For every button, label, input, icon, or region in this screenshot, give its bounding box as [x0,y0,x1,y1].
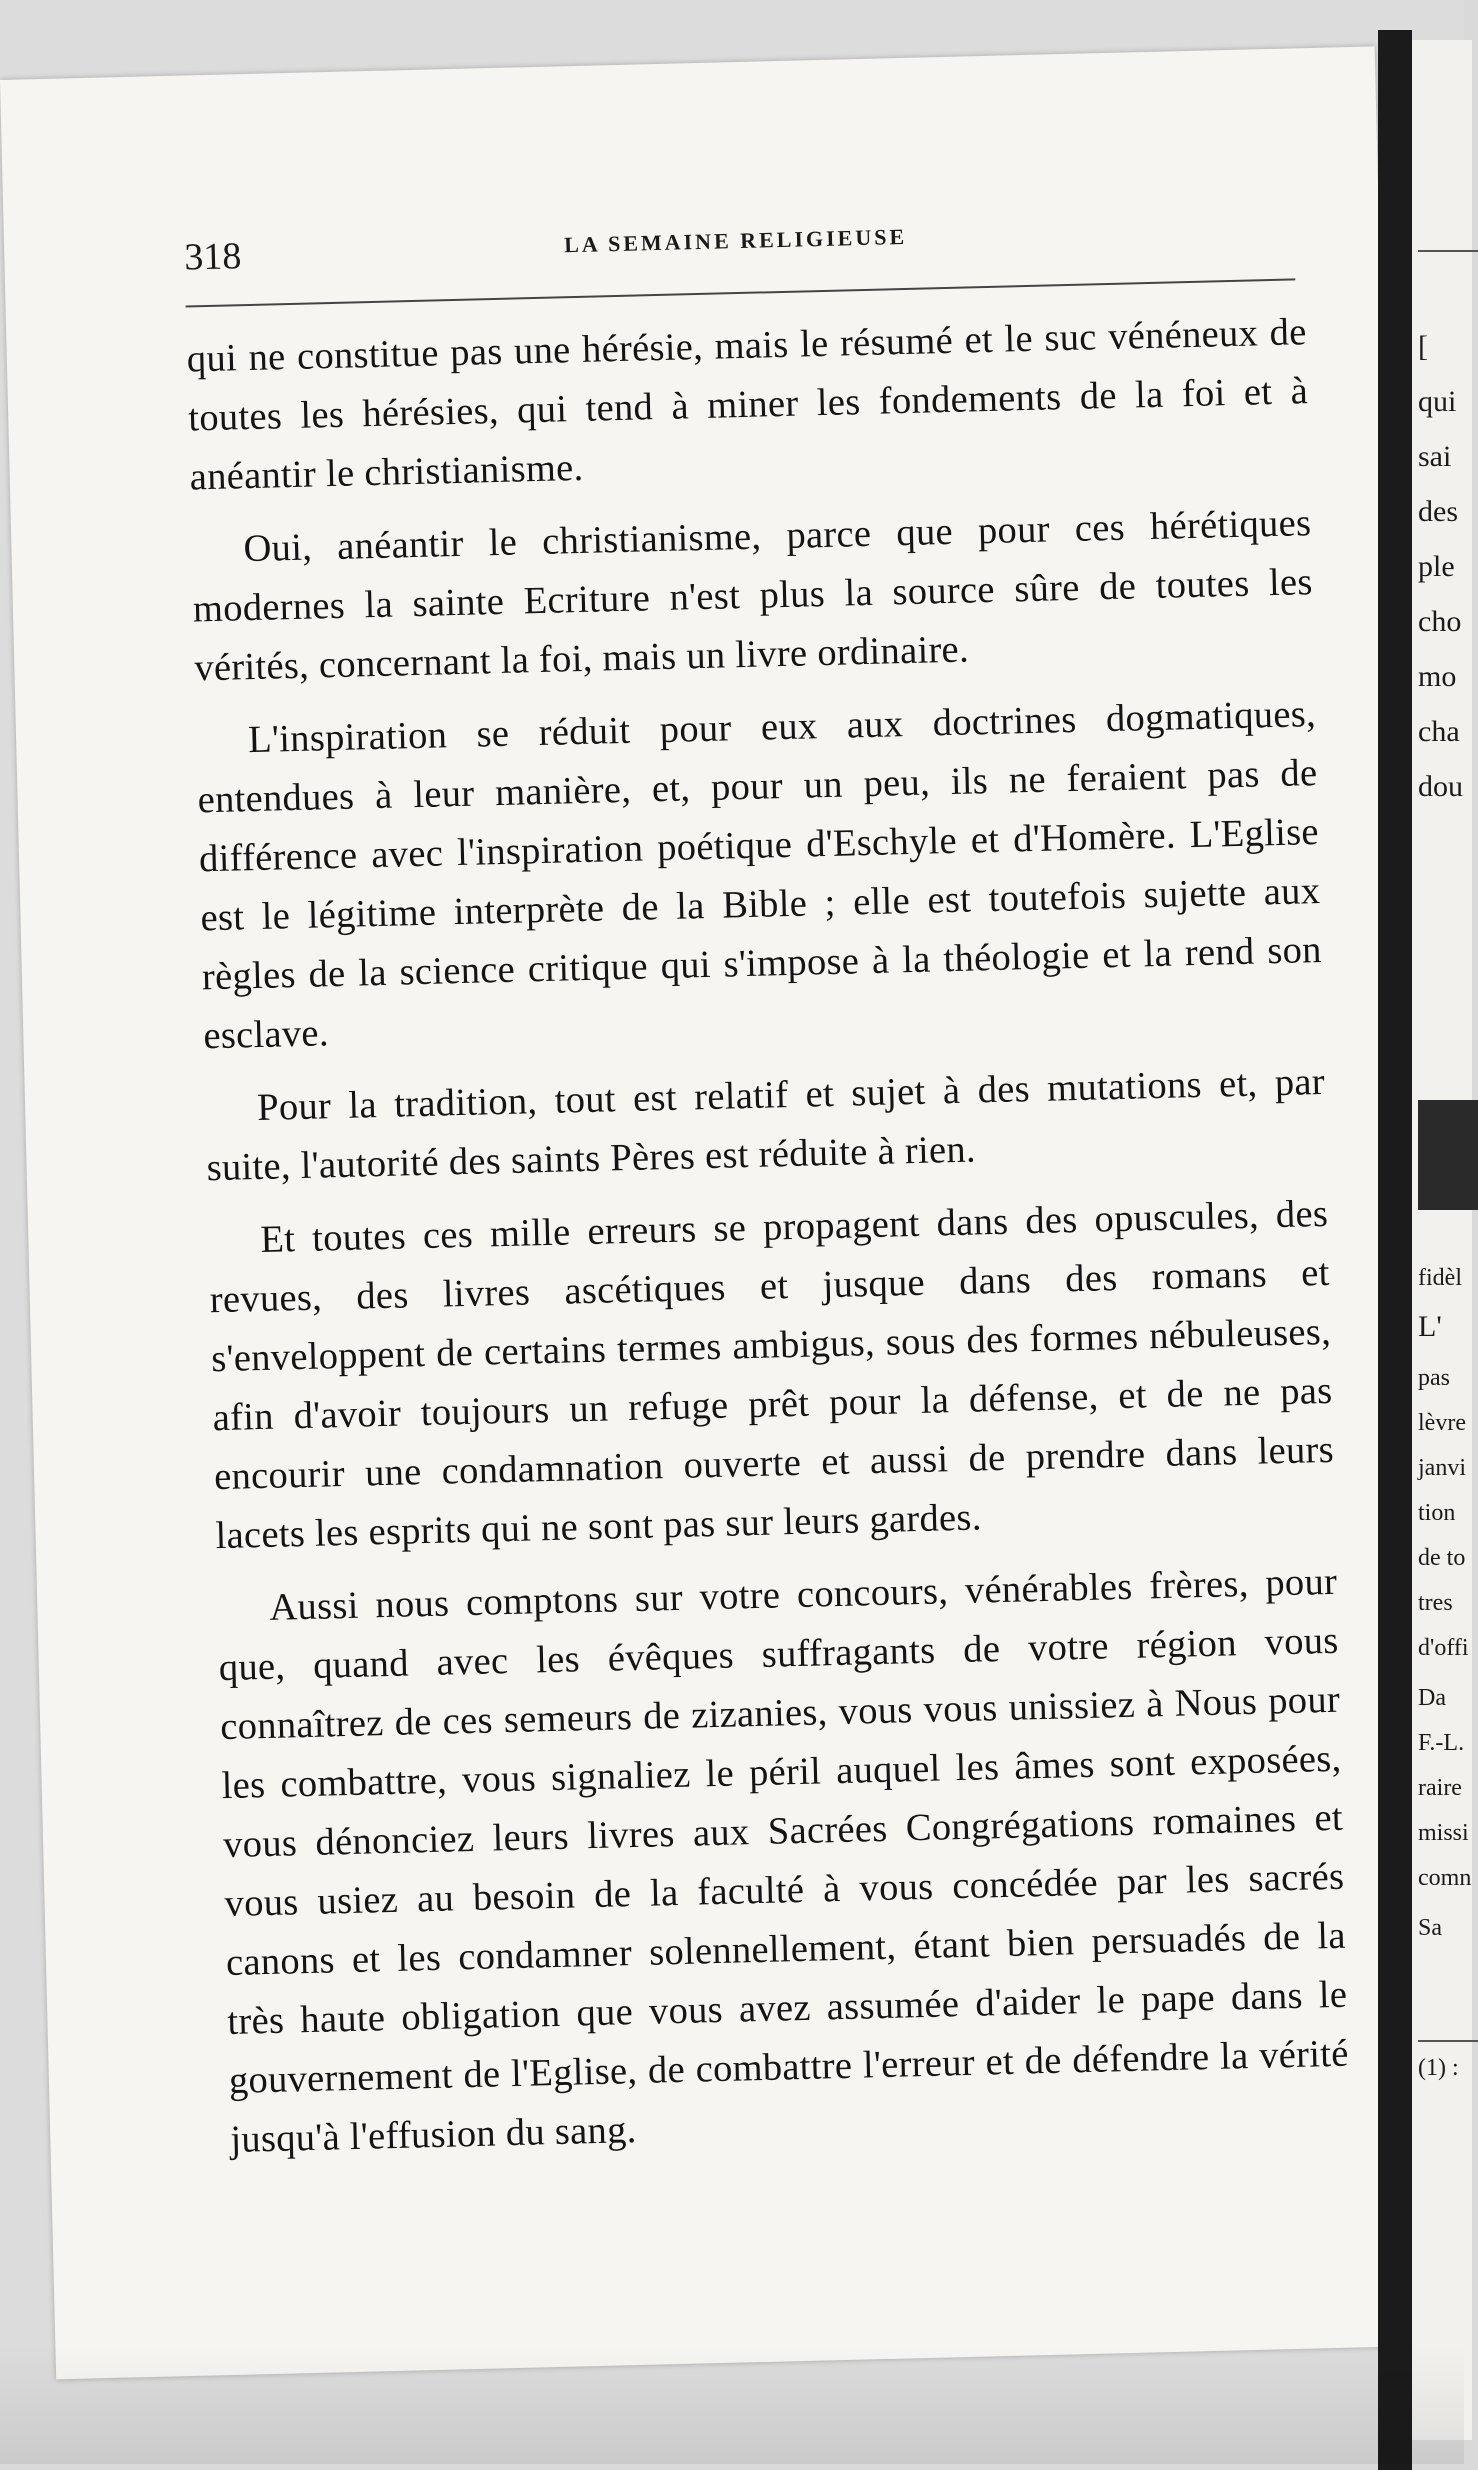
facing-line: cho [1418,605,1462,638]
facing-line: de to [1418,1545,1466,1571]
facing-line: tres [1418,1590,1453,1616]
journal-title: LA SEMAINE RELIGIEUSE [563,223,908,258]
facing-line: lèvre [1418,1410,1466,1436]
paragraph-2: Oui, anéantir le christianisme, parce que pour ces hérétiques modernes la sainte Ecriture n'est plus la source sûre de toutes les vérités, concernant la foi, mais un livre ordinaire. [192,502,1314,690]
main-page [0,46,1431,2379]
facing-line: janvi [1418,1455,1466,1481]
ornamental-initial [1418,1100,1478,1210]
header-rule [186,278,1296,307]
facing-line: des [1418,495,1458,528]
facing-line: sai [1418,440,1452,473]
facing-line: Sa [1418,1915,1442,1941]
facing-line: pas [1418,1365,1450,1391]
facing-line: dou [1418,770,1463,803]
page-number: 318 [183,235,242,279]
paragraph-1: qui ne constitue pas une hérésie, mais le résumé et le suc vénéneux de toutes les hérésies, qui tend à miner les fondements de la foi et à anéantir le christianisme. [186,311,1309,499]
facing-footnote: (1) : [1418,2055,1459,2081]
facing-line: cha [1418,715,1460,748]
facing-line: d'offi [1418,1635,1469,1661]
facing-line: ple [1418,550,1455,583]
facing-line: F.-L. [1418,1730,1465,1756]
facing-line: L' [1418,1310,1442,1343]
facing-line: Da [1418,1685,1446,1711]
paragraph-4: Pour la tradition, tout est relatif et sujet à des mutations et, par suite, l'autorité des saints Pères est réduite à rien. [206,1060,1326,1190]
facing-line: missi [1418,1820,1469,1846]
scan-edge-shadow [0,2344,1464,2464]
book-gutter [1378,30,1412,2470]
facing-line: mo [1418,660,1457,693]
facing-line: comn [1418,1865,1472,1891]
body-text [186,303,1351,2184]
facing-header-rule [1418,250,1478,252]
running-head [184,198,1295,295]
facing-line: [ [1418,330,1428,363]
facing-page [1412,40,1472,2440]
paragraph-5: Et toutes ces mille erreurs se propagent dans des opuscules, des revues, des livres ascétiques et jusque dans des romans et s'enveloppent de certains termes ambigus, sous des formes nébuleuses, afin d'avoir toujours un refuge prêt pour la défense, et de ne pas encourir une condamnation ouverte et aussi de prendre dans leurs lacets les esprits qui ne sont pas sur leurs gardes. [209,1192,1335,1558]
paragraph-3: L'inspiration se réduit pour eux aux doctrines dogmatiques, entendues à leur manière, et, pour un peu, ils ne feraient pas de différence avec l'inspiration poétique d'Eschyle et d'Homère. L'Eglise est le légitime interprète de la Bible ; elle est toutefois sujette aux règles de la science critique qui s'impose à la théologie et la rend son esclave. [197,693,1323,1058]
facing-line: qui [1418,385,1457,418]
paragraph-6: Aussi nous comptons sur votre concours, vénérables frères, pour que, quand avec les évêques suffragants de votre région vous connaîtrez de ces semeurs de zizanies, vous vous unissiez à Nous pour les combattre, vous signaliez le péril auquel les âmes sont exposées, vous dénonciez leurs livres aux Sacrées Congrégations romaines et vous usiez au besoin de la faculté à vous concédée par les sacrés canons et les condamner solennellement, étant bien persuadés de la très haute obligation que vous avez assumée d'aider le pape dans le gouvernement de l'Eglise, de combattre l'erreur et de défendre la vérité jusqu'à l'effusion du sang. [218,1560,1350,2161]
facing-line: raire [1418,1775,1462,1801]
facing-footnote-rule [1418,2040,1478,2042]
facing-line: fidèl [1418,1265,1462,1291]
facing-line: tion [1418,1500,1456,1526]
